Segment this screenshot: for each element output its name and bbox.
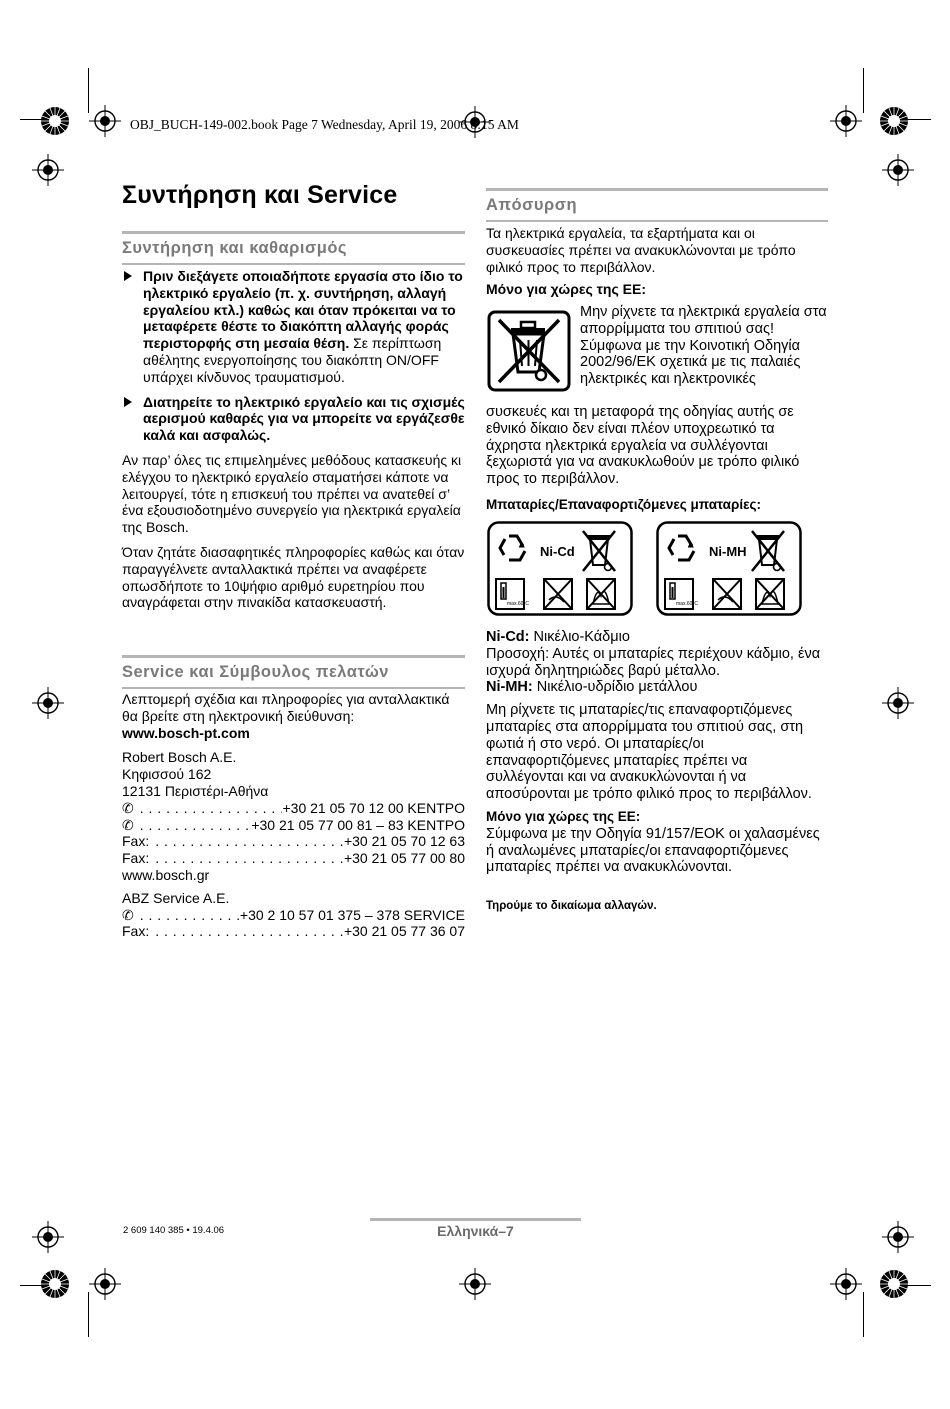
bullet2-bold: Διατηρείτε το ηλεκτρικό εργαλείο και τις σχισμές αερισμού καθαρές για να μπορείτε να εργάζεσθε καλά και ασφαλώς. — [143, 393, 465, 444]
fax3-line — [122, 923, 465, 940]
disposal-heading — [486, 188, 828, 215]
fax-label: Fax: — [122, 923, 150, 940]
document-code: 2 609 140 385 • 19.4.06 — [123, 1225, 225, 1236]
phone-icon: ✆ — [122, 816, 134, 833]
service-heading-text: Service και Σύμβουλος πελατών — [122, 663, 389, 681]
bullet-arrow-icon — [124, 271, 132, 281]
bullet-item — [122, 268, 465, 386]
batteries-heading: Μπαταρίες/Επαναφορτιζόμενες μπαταρίες: — [486, 496, 762, 512]
directive-text: Σύμφωνα με την Οδηγία 91/157/ΕΟΚ οι χαλασμένες ή αναλωμένες μπαταρίες/οι επαναφορτιζόμενες μπαταρίες πρέπει να ανακυκλώνονται. — [486, 825, 820, 876]
eu-only-heading: Μόνο για χώρες της ΕΕ: — [486, 281, 646, 298]
nicd-line — [486, 629, 828, 646]
phone3: +30 2 10 57 01 375 – 378 SERVICE — [239, 906, 465, 923]
battery-paragraph: Μη ρίχνετε τις μπαταρίες/τις επαναφορτιζόμενες μπαταρίες στα απορρίμματα του σπιτιού σας, στη φωτιά ή στο νερό. Οι μπαταρίες/οι επαναφορτιζόμενες μπαταρίες πρέπει να συλλέγονται και να ανακυκλώνονται ή να αποσύρονται με τρόπο φιλικό προς το περιβάλλον. — [486, 702, 812, 803]
weee-text3: συσκευές και τη μεταφορά της οδηγίας αυτής σε εθνικό δίκαιο δεν είναι πλέον υποχρεωτικό τα άχρηστα ηλεκτρικά εργαλεία να συλλέγονται ξεχωριστά για να ανακυκλωθούν με τρόπο φιλικό προς το περιβάλλον. — [486, 404, 800, 488]
disposal-intro: Τα ηλεκτρικά εργαλεία, τα εξαρτήματα και οι συσκευασίες πρέπει να ανακυκλώνονται με τρόπο φιλικό προς το περιβάλλον. — [486, 225, 796, 275]
bullet1-bold: Πριν διεξάγετε οποιαδήποτε εργασία στο ίδιο το ηλεκτρικό εργαλείο (π. χ. συντήρηση, αλλαγή εργαλείου κτλ.) καθώς και όταν πρόκειται να το μεταφέρετε θέστε το διακόπτη αλλαγής φοράς περιστορφής στη μεσαία θέση. — [143, 268, 463, 352]
battery-info-block — [486, 629, 828, 915]
weee-bin-icon — [487, 310, 571, 392]
company1: Robert Bosch A.E. — [122, 749, 237, 766]
phone-icon: ✆ — [122, 906, 134, 923]
rights-reserved: Τηρούμε το δικαίωμα αλλαγών. — [486, 900, 657, 913]
nimh-line — [486, 679, 828, 696]
company2: ABZ Service A.E. — [122, 889, 230, 906]
maintenance-body — [122, 268, 465, 611]
eu-only-heading-2: Μόνο για χώρες της ΕΕ: — [486, 808, 641, 824]
fax2-line — [122, 850, 465, 867]
page-title: Συντήρηση και Service — [122, 181, 398, 209]
street: Κηφισσού 162 — [122, 766, 212, 783]
phone3-line — [122, 907, 465, 924]
phone1-line — [122, 800, 465, 817]
page-number: Ελληνικά–7 — [370, 1218, 581, 1239]
weee-text2: Σύμφωνα με την Κοινοτική Οδηγία 2002/96/ΕΚ σχετικά με τις παλαιές ηλεκτρικές και ηλεκτρονικές — [580, 337, 801, 388]
phone2: +30 21 05 77 00 81 – 83 ΚΕΝΤΡΟ — [251, 816, 465, 833]
weee-text1: Μην ρίχνετε τα ηλεκτρικά εργαλεία στα απορρίμματα του σπιτιού σας! — [580, 304, 827, 337]
nimh-symbol-panel — [656, 521, 802, 616]
service-intro: Λεπτομερή σχέδια και πληροφορίες για ανταλλακτικά θα βρείτε στη ηλεκτρονική διεύθυνση: — [122, 691, 450, 724]
repair-paragraph: Αν παρ’ όλες τις επιμελημένες μεθόδους κατασκευής κι ελέγχου το ηλεκτρικό εργαλείο σταματήσει κάποτε να λειτουργεί, τότε η επισκευή του πρέπει να ανατεθεί σ’ ένα εξουσιοδοτημένο συνεργείο για ηλεκτρικά εργαλεία της Bosch. — [122, 451, 462, 536]
temp-label: max.60°C — [676, 601, 699, 607]
weee-text-block — [580, 304, 828, 388]
city: 12131 Περιστέρι-Αθήνα — [122, 782, 269, 799]
maintenance-heading-text: Συντήρηση και καθαρισμός — [122, 239, 348, 257]
bullet-arrow-icon — [124, 397, 132, 407]
fax1: +30 21 05 70 12 63 — [343, 833, 465, 850]
fax1-line — [122, 833, 465, 850]
nicd-label: Ni-Cd — [540, 544, 575, 559]
disposal-intro-block — [486, 225, 828, 298]
maintenance-heading — [122, 231, 465, 258]
nicd-term: Ni-Cd: — [486, 629, 530, 645]
nicd-symbol-panel — [487, 521, 633, 616]
service-body — [122, 691, 465, 940]
book-header: OBJ_BUCH-149-002.book Page 7 Wednesday, April 19, 2006 8:15 AM — [130, 117, 519, 132]
disposal-heading-text: Απόσυρση — [486, 196, 578, 214]
nicd-desc: Νικέλιο-Κάδμιο — [533, 629, 630, 645]
caution-text: Προσοχή: Αυτές οι μπαταρίες περιέχουν κάδμιο, ένα ισχυρά δηλητηριώδες βαρύ μέταλλο. — [486, 645, 821, 679]
temp-label: max.60°C — [507, 601, 530, 607]
fax2: +30 21 05 77 00 80 — [343, 850, 465, 867]
nimh-label: Ni-MH — [709, 544, 747, 559]
nimh-term: Ni-MH: — [486, 679, 533, 696]
service-url-link[interactable]: www.bosch-pt.com — [122, 724, 250, 741]
phone1: +30 21 05 70 12 00 ΚΕΝΤΡΟ — [282, 799, 465, 816]
bullet1-text: Σε περίπτωση αθέλητης ενεργοποίησης του διακόπτη ON/OFF υπάρχει κίνδυνος τραυματισμού. — [143, 335, 442, 385]
parts-paragraph: Όταν ζητάτε διασαφητικές πληροφορίες καθώς και όταν παραγγέλνετε ανταλλακτικά πρέπει να αναφέρετε οπωσδήποτε το 10ψήφιο αριθμό ευρετηρίου που αναγράφεται στην πινακίδα κατασκευαστή. — [122, 543, 465, 611]
fax3: +30 21 05 77 36 07 — [343, 923, 465, 940]
service-heading — [122, 655, 465, 682]
nimh-desc: Νικέλιο-υδρίδιο μετάλλου — [536, 679, 698, 696]
bullet-item — [122, 394, 465, 444]
phone-icon: ✆ — [122, 799, 134, 816]
fax-label: Fax: — [122, 833, 150, 850]
fax-label: Fax: — [122, 850, 150, 867]
bosch-web-link[interactable]: www.bosch.gr — [122, 866, 210, 883]
weee-text-continued — [486, 404, 828, 514]
phone2-line — [122, 817, 465, 834]
